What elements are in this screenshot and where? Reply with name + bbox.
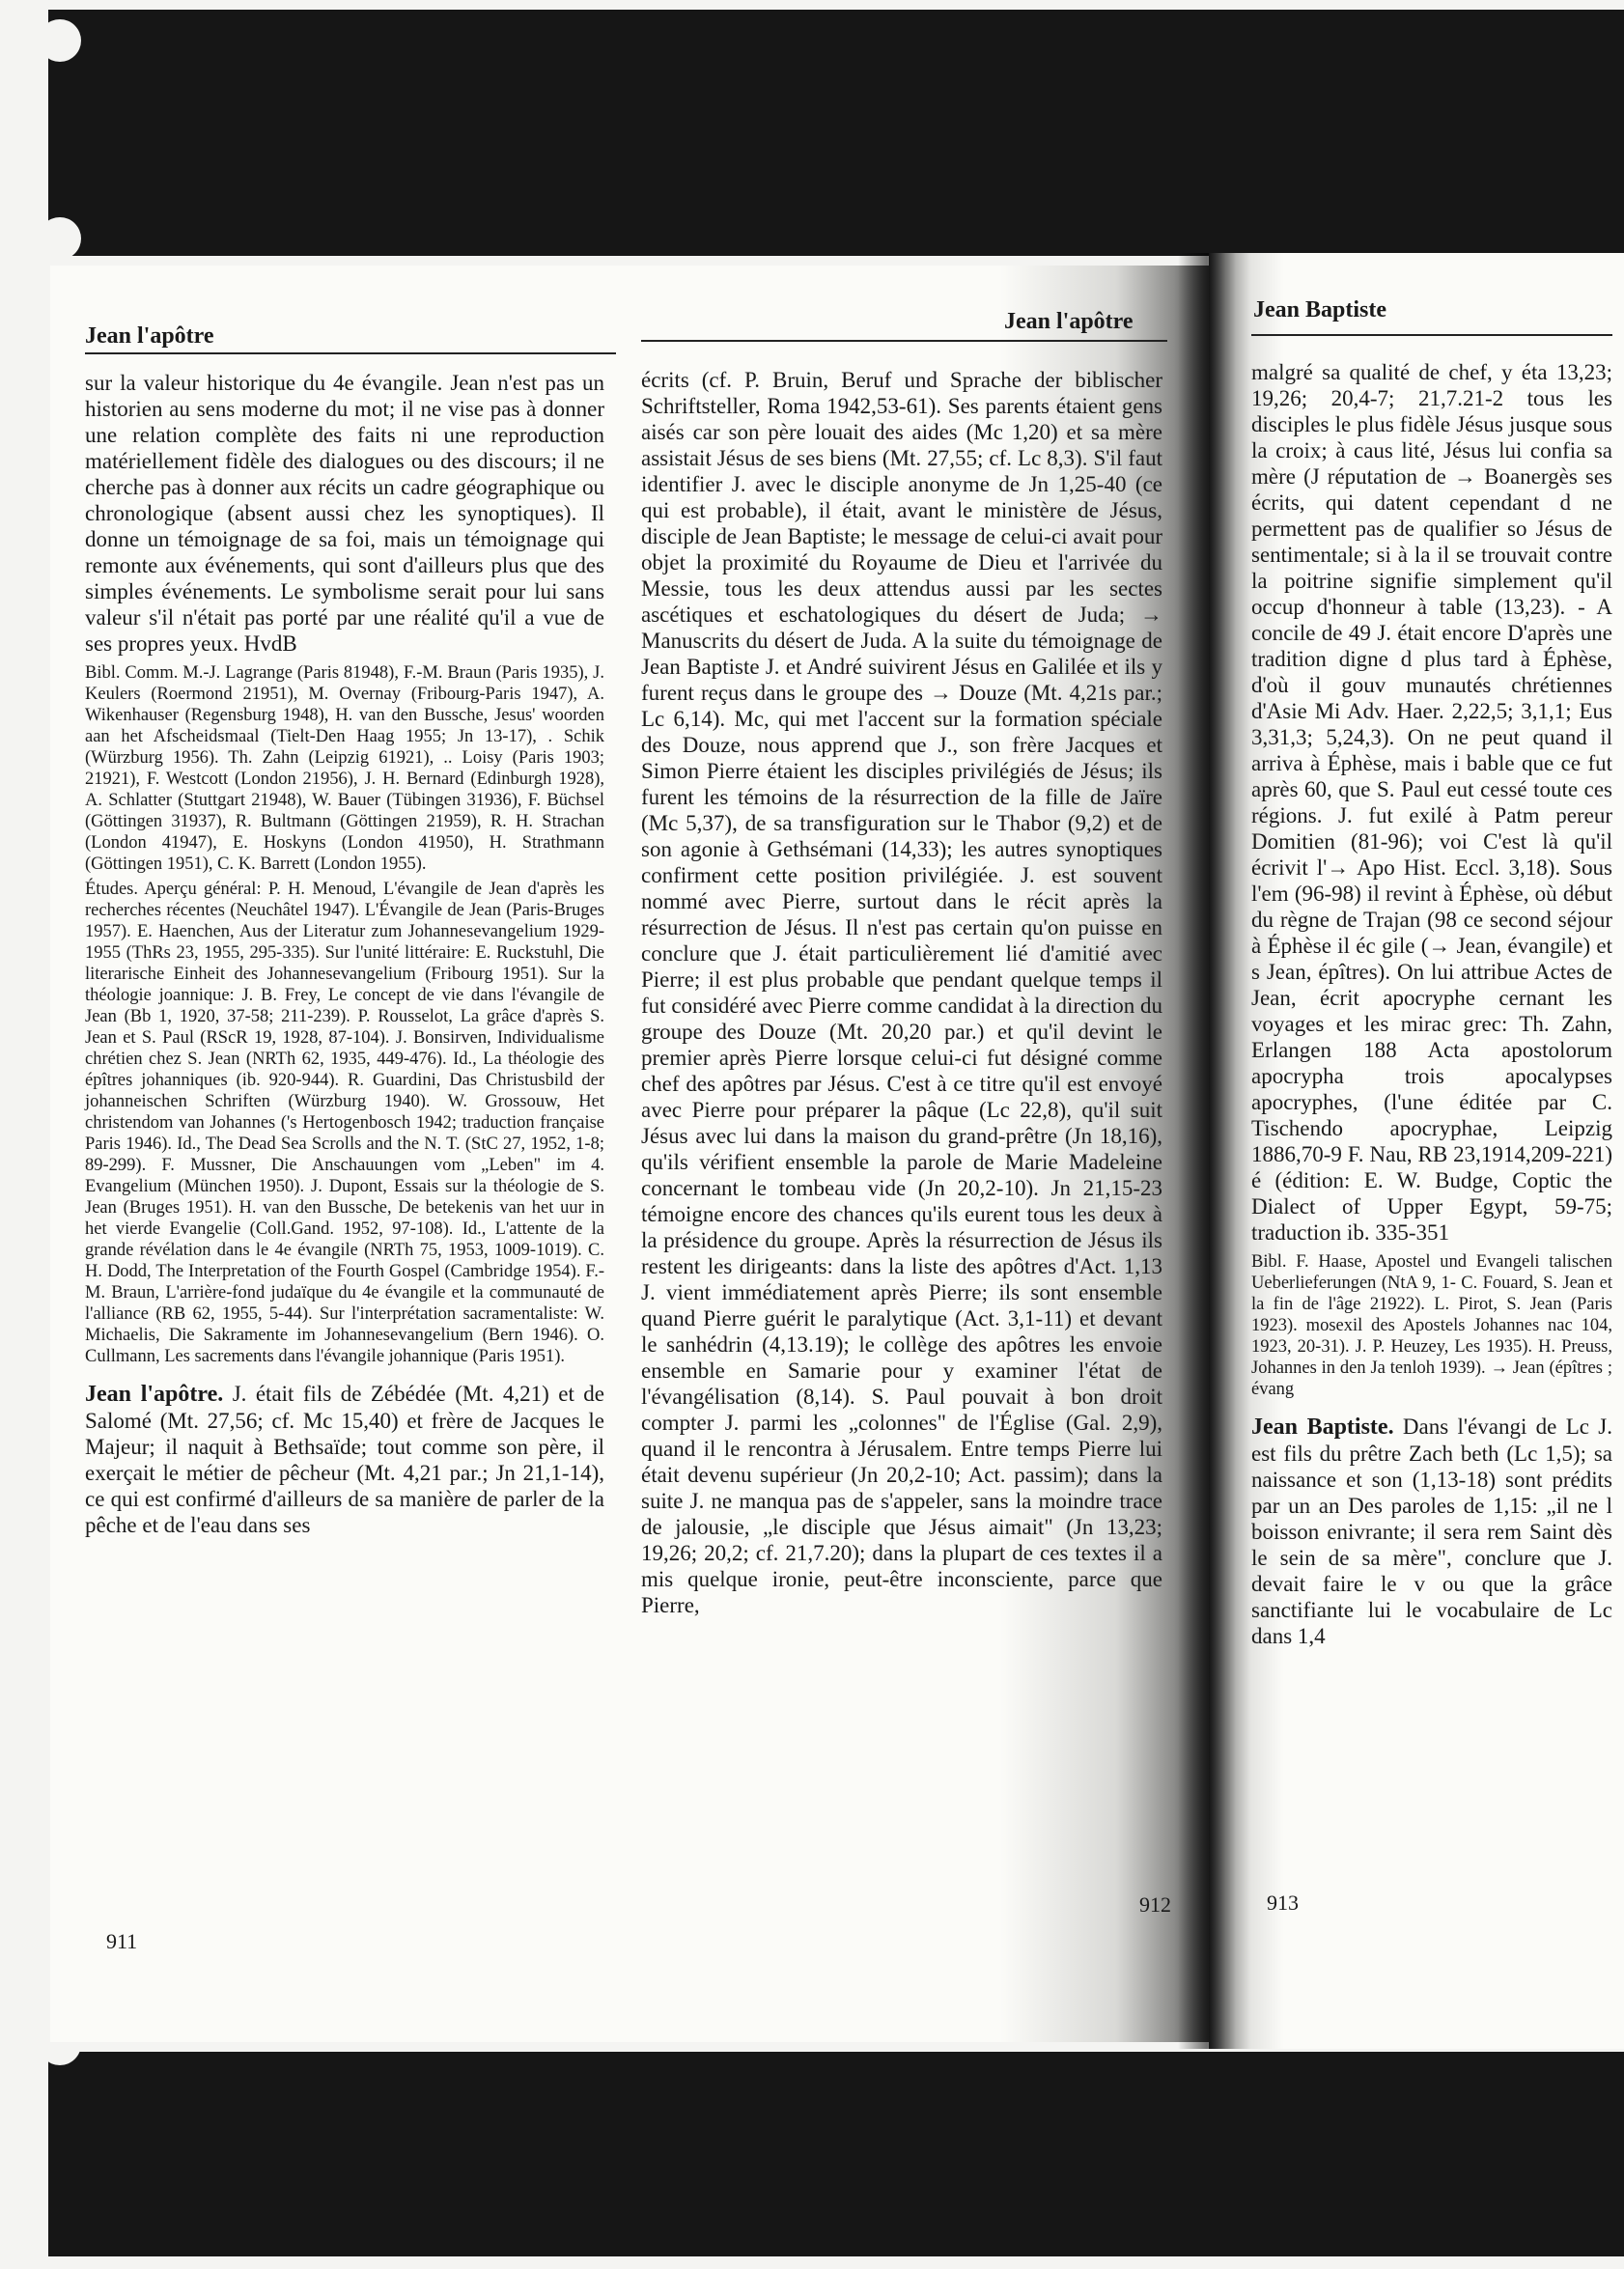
punch-hole — [39, 217, 81, 260]
paragraph-body: sur la valeur historique du 4e évangile. Jean n'est pas un historien au sens moderne du mot; il ne vise pas à donner une relation complète des faits ni une reproduction matériellement fidèle des dialogues ou des discours; il ne cherche pas à donner aux récits un cadre géographique ou chronologique (absent aussi chez les synoptiques). Il donne un témoignage de sa foi, mais un témoignage qui remonte aux événements, qui sont d'ailleurs plus que des simples événements. Le symbolisme serait pour lui sans valeur s'il n'était pas porté par une réalité qu'il a vue de ses propres yeux. HvdB — [85, 371, 604, 656]
running-head-left: Jean l'apôtre — [85, 323, 214, 349]
punch-hole — [39, 19, 81, 62]
page-number: 912 — [1139, 1892, 1171, 1917]
entry-jean-apotre — [85, 1381, 604, 1538]
scanner-border-top — [48, 10, 1624, 256]
entry-headword: Jean l'apôtre. — [85, 1382, 224, 1407]
entry-headword: Jean Baptiste. — [1251, 1415, 1394, 1440]
running-head-right: Jean Baptiste — [1253, 297, 1386, 322]
bibliography: Bibl. F. Haase, Apostel und Evangeli talischen Ueberlieferungen (NtA 9, 1- C. Fouard, S. Jean et la fin de l'âge 21922). L. Pirot, S. Jean (Paris 1923). mosexil des Apostels Johannes nac 104, 1923, 20-31). J. P. Heuzey, Les 1935). H. Preuss, Johannes in den Ja tenloh 1939). → Jean (épîtres ; évang — [1251, 1252, 1612, 1399]
running-head-mid: Jean l'apôtre — [1004, 309, 1134, 334]
bibliography-commentaries: Bibl. Comm. M.-J. Lagrange (Paris 81948), F.-M. Braun (Paris 1935), J. Keulers (Roermond 21951), M. Overnay (Fribourg-Paris 1947), A. Wikenhauser (Regensburg 1948), H. van den Bussche, Jesus' woorden aan het Afscheidsmaal (Tielt-Den Haag 1955; Jn 13-17), . Schik (Würzburg 1956). Th. Zahn (Leipzig 61921), .. Loisy (Paris 1903; 21921), F. Westcott (London 21956), J. H. Bernard (Edinburgh 1928), A. Schlatter (Stuttgart 21948), W. Bauer (Tübingen 31936), F. Büchsel (Göttingen 31937), R. Bultmann (Göttingen 21959), R. H. Strachan (London 41947), E. Hoskyns (London 41950), H. Strathmann (Göttingen 1951), C. K. Barrett (London 1955). — [85, 663, 604, 874]
right-column — [1251, 359, 1612, 1875]
entry-text: Dans l'évangi de Lc J. est fils du prêtre Zach beth (Lc 1,5); sa naissance et son (1,13-18) sont prédits par un an Des paroles de 1,15: „il ne l boisson enivrante; il sera rem Saint dès le sein de sa mère", conclure que J. devait faire le v ou que la grâce sanctifiante lui le vocabulaire de Lc dans 1,4 — [1251, 1415, 1612, 1648]
bibliography-studies: Études. Aperçu général: P. H. Menoud, L'évangile de Jean d'après les recherches récentes (Neuchâtel 1947). L'Évangile de Jean (Paris-Bruges 1957). E. Haenchen, Aus der Literatur zum Johannesevangelium 1929-1955 (ThRs 23, 1955, 295-335). Sur l'unité littéraire: E. Ruckstuhl, Die literarische Einheit des Johannesevangelium (Fribourg 1951). Sur la théologie joannique: J. B. Frey, Le concept de vie dans l'évangile de Jean (Bb 1, 1920, 37-58; 211-239). P. Rousselot, La grâce d'après S. Jean et S. Paul (RScR 19, 1928, 87-104). J. Bonsirven, Individualisme chrétien chez S. Jean (NRTh 62, 1935, 449-476). Id., La théologie des épîtres johanniques (ib. 920-944). R. Guardini, Das Christusbild der johanneischen Schriften (Würzburg 1940). W. Grossouw, Het christendom van Johannes ('s Hertogenbosch 1942; traduction française Paris 1946). Id., The Dead Sea Scrolls and the N. T. (StC 27, 1952, 1-8; 89-299). F. Mussner, Die Anschauungen vom „Leben" im 4. Evangelium (München 1950). J. Dupont, Essais sur la théologie de S. Jean (Bruges 1951). H. van den Bussche, De betekenis van het uur in het vierde Evangelie (Coll.Gand. 1952, 97-108). Id., L'attente de la grande révélation dans le 4e évangile (NRTh 75, 1953, 1009-1019). C. H. Dodd, The Interpretation of the Fourth Gospel (Cambridge 1954). F.-M. Braun, L'arrière-fond judaïque du 4e évangile et la communauté de l'alliance (RB 62, 1955, 5-44). Sur l'interprétation sacramentaliste: W. Michaelis, Die Sakramente im Johannesevangelium (Bern 1946). O. Cullmann, Les sacrements dans l'évangile johannique (Paris 1951). — [85, 880, 604, 1366]
page-number: 911 — [106, 1929, 138, 1953]
paragraph-body: écrits (cf. P. Bruin, Beruf und Sprache der biblischer Schriftsteller, Roma 1942,53-61). Ses parents étaient gens aisés car son père louait des aides (Mc 1,20) et sa mère assistait Jésus de ses biens (Mt. 27,55; cf. Lc 8,3). S'il faut identifier J. avec le disciple anonyme de Jn 1,25-40 (ce qui est probable), il était, avant le ministère de Jésus, disciple de Jean Baptiste; le message de celui-ci avait pour objet la proximité du Royaume de Dieu et l'arrivée du Messie, tous les deux attendus aussi par les sectes ascétiques et eschatologiques du désert de Juda; → Manuscrits du désert de Juda. A la suite du témoignage de Jean Baptiste J. et André suivirent Jésus en Galilée et ils y furent reçus dans le groupe des → Douze (Mt. 4,21s par.; Lc 6,14). Mc, qui met l'accent sur la formation spéciale des Douze, nous apprend que J., son frère Jacques et Simon Pierre étaient les disciples privilégiés de Jésus; ils furent les témoins de la résurrection de la fille de Jaïre (Mc 5,37), de sa transfiguration sur le Thabor (9,2) et de son agonie à Gethsémani (14,33); les autres synoptiques confirment cette position privilégiée. J. est souvent nommé avec Pierre, surtout dans le récit après la résurrection de Jésus. Il n'est pas certain qu'on puisse en conclure que J. était particulièrement lié d'amitié avec Pierre; il est plus probable que pendant quelque temps il fut considéré avec Pierre comme candidat à la direction du groupe des Douze (Mt. 20,20 par.) et qu'il devint le premier après Pierre lorsque celui-ci fut désigné comme chef des apôtres par Jésus. C'est à ce titre qu'il est envoyé avec Pierre pour préparer la pâque (Lc 22,8), qu'il suit Jésus avec lui dans la maison du grand-prêtre (Jn 18,16), qu'ils vérifient ensemble la parole de Marie Madeleine concernant le tombeau vide (Jn 20,2-10). Jn 21,15-23 témoigne encore des chances qu'ils eurent tous les deux à la présidence du groupe. Après la résurrection de Jésus ils restent les dirigeants: dans la liste des apôtres d'Act. 1,13 J. vient immédiatement après Pierre; ils sont ensemble quand Pierre guérit le paralytique (Act. 3,1-11) et devant le sanhédrin (4,13.19); le collège des apôtres les envoie ensemble en Samarie pour y examiner l'état de l'évangélisation (8,14). S. Paul pouvait à bon droit compter J. parmi les „colonnes" de l'Église (Gal. 2,9), quand il le rencontra à Jérusalem. Entre temps Pierre lui était devenu supérieur (Jn 20,2-10; Act. passim); dans la suite J. ne manqua pas de s'appeler, sans la moindre trace de jalousie, „le disciple que Jésus aimait" (Jn 13,23; 19,26; 20,2; cf. 21,7.20); dans la plupart de ces textes il a mis quelque ironie, peut-être inconsciente, parce que Pierre, — [641, 368, 1162, 1617]
entry-text: J. était fils de Zébédée (Mt. 4,21) et de Salomé (Mt. 27,56; cf. Mc 15,40) et frère de Jacques le Majeur; il naquit à Bethsaïde; tout comme son père, il exerçait le métier de pêcheur (Mt. 4,21 par.; Jn 21,1-14), ce qui est confirmé d'ailleurs de sa manière de parler de la pêche et de l'eau dans ses — [85, 1382, 605, 1537]
header-rule — [85, 352, 616, 354]
scanner-border-bottom — [48, 2052, 1624, 2256]
header-rule — [1251, 334, 1612, 336]
page-number: 913 — [1267, 1891, 1299, 1915]
middle-column — [641, 367, 1162, 1618]
paragraph-body: malgré sa qualité de chef, y éta 13,23; 19,26; 20,4-7; 21,7.21-2 tous les disciples le plus fidèle Jésus jusque sous la croix; à caus lité, Jésus lui confia sa mère (J réputation de → Boanergès ses écrits, qui datent cependant d ne permettent pas de qualifier so Jésus de sentimentale; si à la il se trouvait contre la poitrine signifie simplement qu'il occup d'honneur à table (13,23). - A concile de 49 J. était encore D'après une tradition digne d plus tard à Éphèse, d'où il gouv munautés chrétiennes d'Asie Mi Adv. Haer. 2,22,5; 3,1,1; Eus 3,31,3; 5,24,3). On ne peut quand il arriva à Éphèse, mais i bable que ce fut après 60, que S. Paul eut cessé toute ces régions. J. fut exilé à Patm pereur Domitien (81-96); voi C'est là qu'il écrivit l'→ Apo Hist. Eccl. 3,18). Sous l'em (96-98) il revint à Éphèse, où début du règne de Trajan (98 ce second séjour à Éphèse il éc gile (→ Jean, évangile) et s Jean, épîtres). On lui attribue Actes de Jean, écrit apocryphe cernant les voyages et les mirac grec: Th. Zahn, Erlangen 188 Acta apostolorum apocrypha trois apocalypses apocryphes, (l'une éditée par C. Tischendo apocryphae, Leipzig 1886,70-9 F. Nau, RB 23,1914,209-221) é (édition: E. W. Budge, Coptic the Dialect of Upper Egypt, 59-75; traduction ib. 335-351 — [1251, 360, 1612, 1245]
left-column — [85, 370, 604, 1538]
entry-jean-baptiste — [1251, 1414, 1612, 1649]
book-gutter-shadow — [1178, 253, 1236, 2049]
header-rule — [641, 340, 1167, 342]
